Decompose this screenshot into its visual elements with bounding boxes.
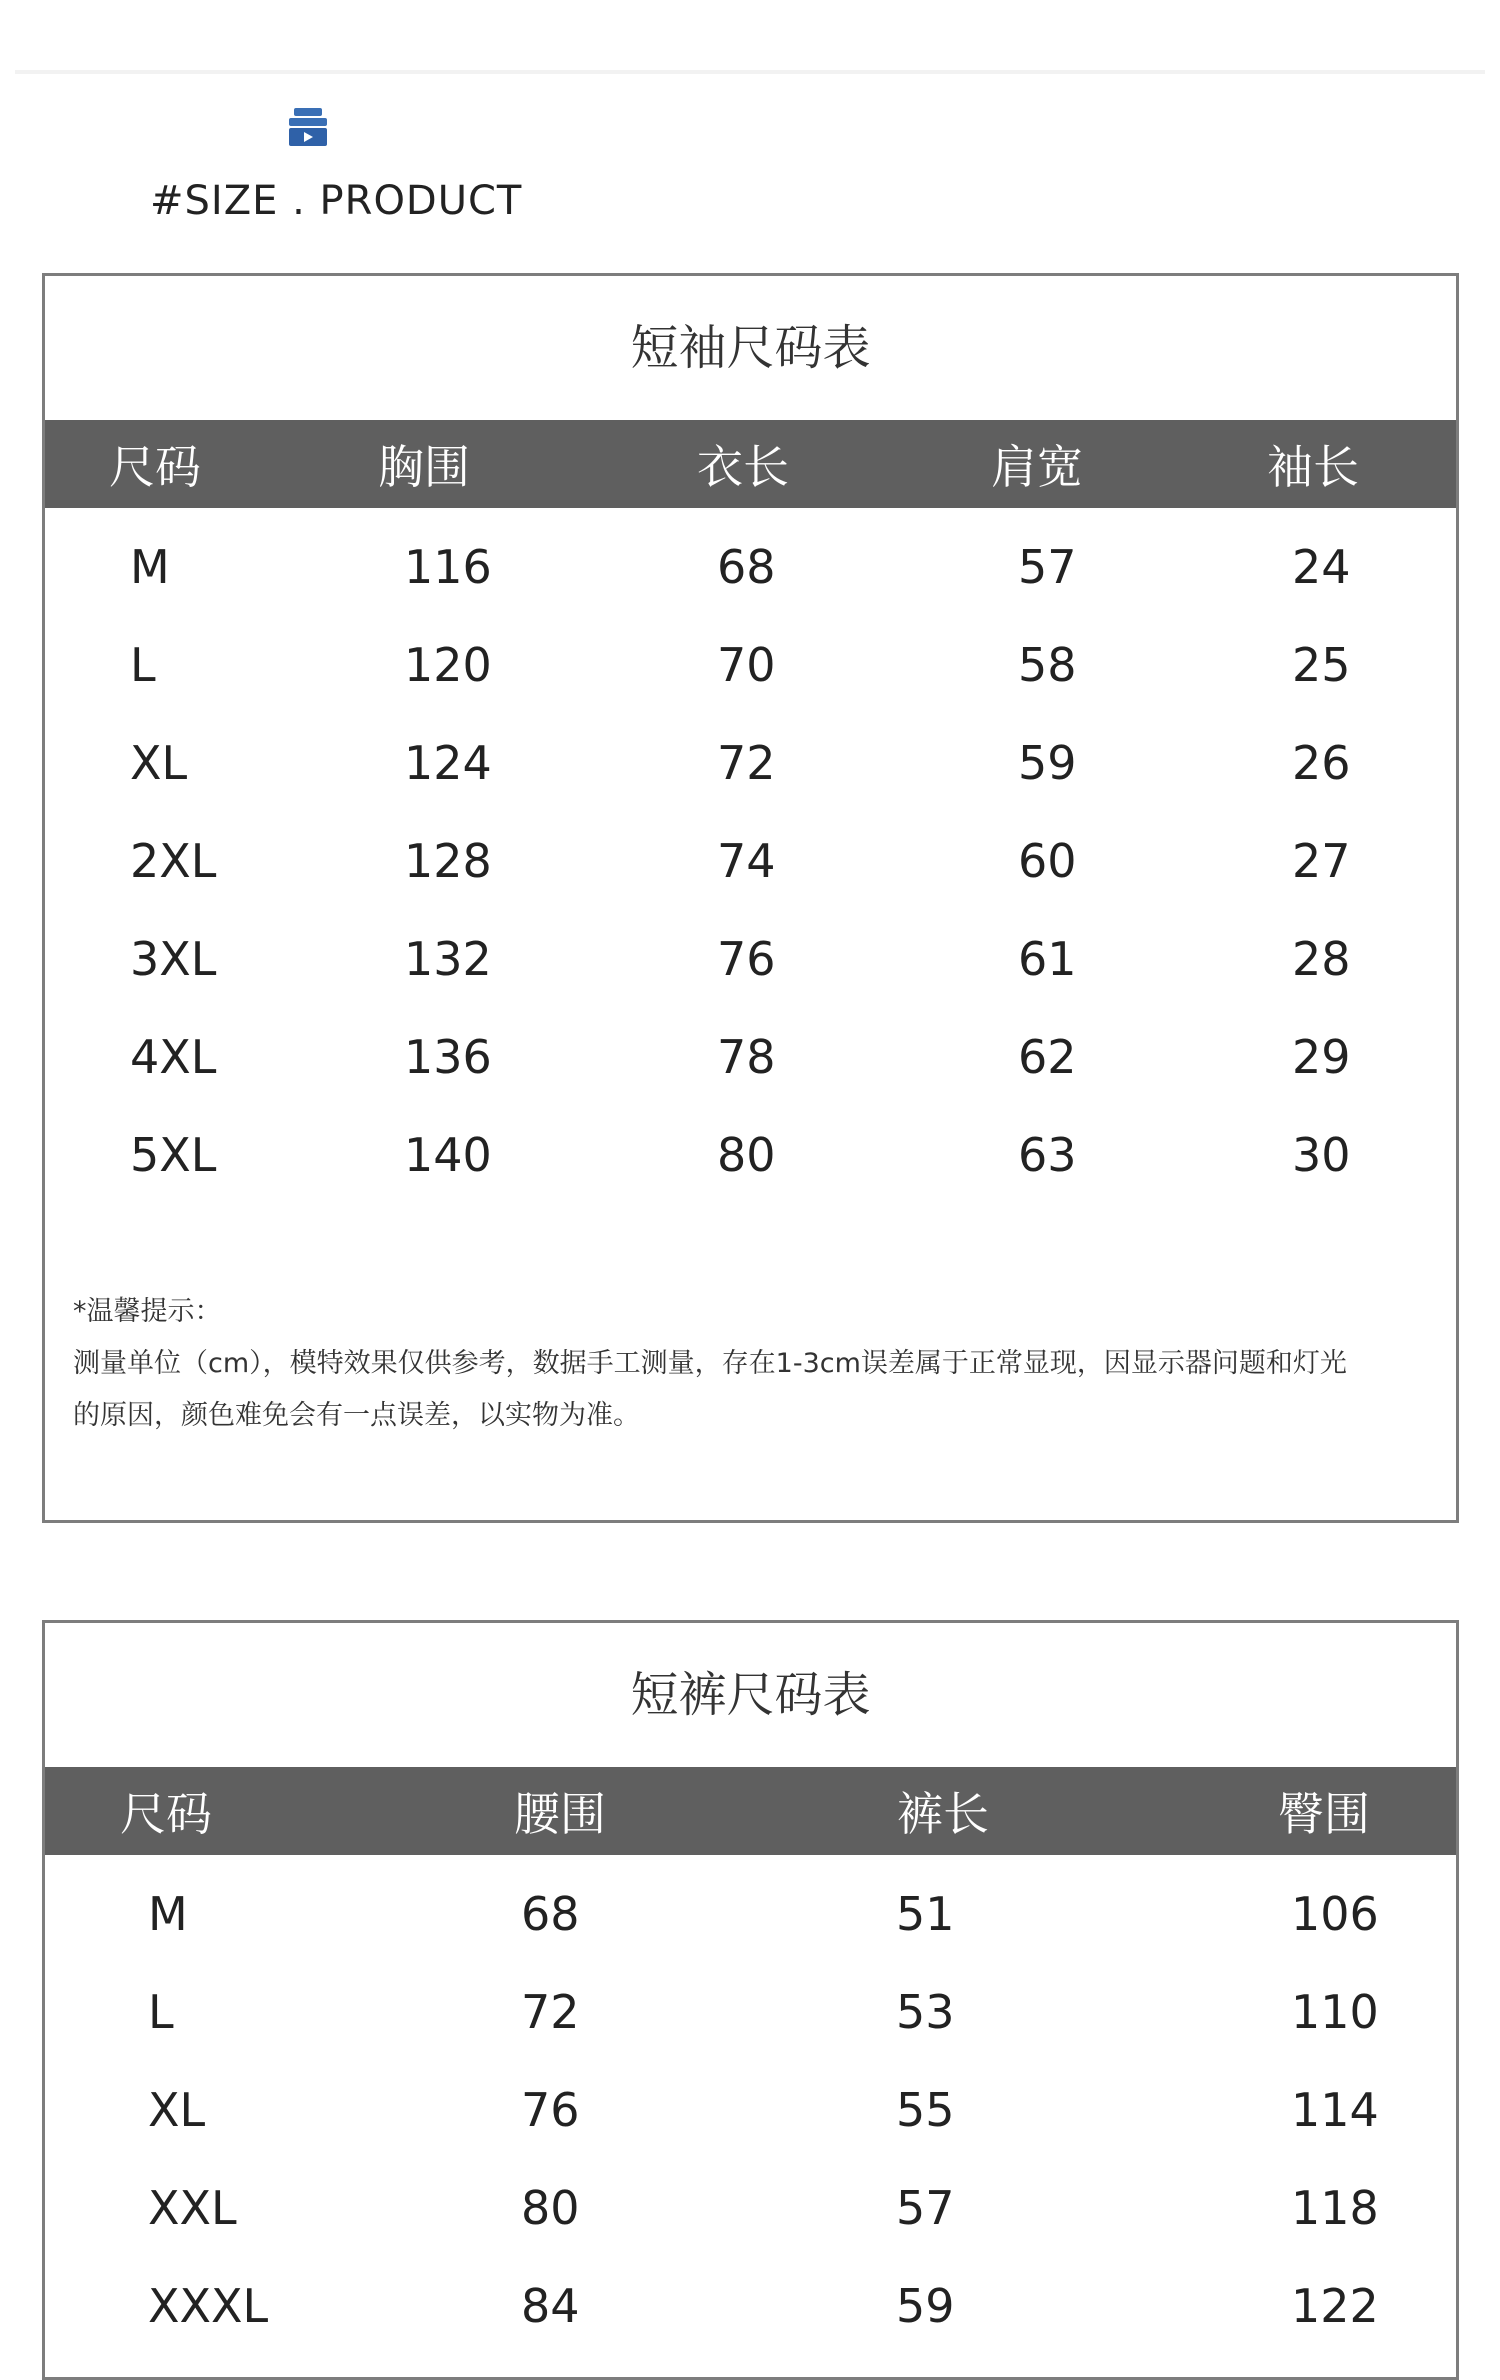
- column-header: 肩宽: [991, 440, 1083, 494]
- table-cell: 118: [1291, 2181, 1379, 2235]
- note-line-1: 测量单位（cm），模特效果仅供参考，数据手工测量，存在1-3cm误差属于正常显现，因显示器问题和灯光: [73, 1348, 1347, 1379]
- shorts-table-body: [45, 1855, 1456, 2355]
- column-header: 腰围: [514, 1787, 606, 1841]
- table-cell: 5XL: [130, 1128, 217, 1182]
- table-cell: 106: [1291, 1887, 1379, 1941]
- table-cell: 80: [521, 2181, 580, 2235]
- table-cell: 116: [404, 540, 492, 594]
- table-cell: 136: [404, 1030, 492, 1084]
- shirt-table-header: [45, 420, 1456, 508]
- column-header: 胸围: [378, 440, 470, 494]
- shorts-table-header: [45, 1767, 1456, 1855]
- table-row: [45, 1963, 1456, 2061]
- table-row: [45, 2257, 1456, 2355]
- column-header: 袖长: [1267, 440, 1359, 494]
- top-divider: [15, 70, 1485, 74]
- table-cell: 68: [521, 1887, 580, 1941]
- table-cell: 25: [1292, 638, 1351, 692]
- table-cell: 59: [896, 2279, 955, 2333]
- shorts-table-title: 短裤尺码表: [630, 1667, 871, 1723]
- table-cell: 2XL: [130, 834, 217, 888]
- table-cell: 3XL: [130, 932, 217, 986]
- shirt-size-chart: [42, 273, 1459, 1523]
- table-row: [45, 714, 1456, 812]
- note-title: *温馨提示：: [73, 1296, 222, 1327]
- column-header: 衣长: [697, 440, 789, 494]
- table-row: [45, 1008, 1456, 1106]
- table-cell: 78: [717, 1030, 776, 1084]
- table-cell: 128: [404, 834, 492, 888]
- table-cell: 58: [1018, 638, 1077, 692]
- table-row: [45, 1865, 1456, 1963]
- table-row: [45, 812, 1456, 910]
- table-cell: 76: [717, 932, 776, 986]
- table-cell: 57: [1018, 540, 1077, 594]
- table-row: [45, 910, 1456, 1008]
- table-cell: L: [148, 1985, 174, 2039]
- table-row: [45, 2061, 1456, 2159]
- table-cell: 63: [1018, 1128, 1077, 1182]
- table-cell: M: [130, 540, 170, 594]
- shirt-table-title: 短袖尺码表: [630, 320, 871, 376]
- table-cell: 62: [1018, 1030, 1077, 1084]
- table-cell: 27: [1292, 834, 1351, 888]
- table-row: [45, 1106, 1456, 1204]
- table-cell: 4XL: [130, 1030, 217, 1084]
- table-cell: XXL: [148, 2181, 237, 2235]
- column-header: 尺码: [109, 440, 201, 494]
- store-icon: [286, 106, 330, 148]
- table-cell: 72: [717, 736, 776, 790]
- page-heading: #SIZE . PRODUCT: [150, 178, 523, 224]
- table-cell: 26: [1292, 736, 1351, 790]
- table-cell: 60: [1018, 834, 1077, 888]
- table-cell: M: [148, 1887, 188, 1941]
- table-cell: 53: [896, 1985, 955, 2039]
- table-row: [45, 518, 1456, 616]
- table-cell: 28: [1292, 932, 1351, 986]
- table-cell: 68: [717, 540, 776, 594]
- table-cell: XL: [130, 736, 188, 790]
- table-cell: 61: [1018, 932, 1077, 986]
- table-cell: 70: [717, 638, 776, 692]
- table-cell: 57: [896, 2181, 955, 2235]
- table-cell: 29: [1292, 1030, 1351, 1084]
- table-cell: 55: [896, 2083, 955, 2137]
- note-line-2: 的原因，颜色难免会有一点误差，以实物为准。: [73, 1400, 640, 1431]
- table-cell: 140: [404, 1128, 492, 1182]
- table-cell: 132: [404, 932, 492, 986]
- table-cell: 80: [717, 1128, 776, 1182]
- table-cell: 72: [521, 1985, 580, 2039]
- table-cell: 114: [1291, 2083, 1379, 2137]
- shirt-table-body: [45, 508, 1456, 1204]
- column-header: 尺码: [120, 1787, 212, 1841]
- table-cell: 120: [404, 638, 492, 692]
- column-header: 臀围: [1278, 1787, 1370, 1841]
- table-cell: 74: [717, 834, 776, 888]
- table-cell: 24: [1292, 540, 1351, 594]
- table-cell: 30: [1292, 1128, 1351, 1182]
- column-header: 裤长: [897, 1787, 989, 1841]
- table-cell: L: [130, 638, 156, 692]
- table-row: [45, 2159, 1456, 2257]
- table-cell: 84: [521, 2279, 580, 2333]
- table-cell: 59: [1018, 736, 1077, 790]
- table-cell: XXXL: [148, 2279, 269, 2333]
- table-cell: 76: [521, 2083, 580, 2137]
- table-cell: 51: [896, 1887, 955, 1941]
- table-cell: XL: [148, 2083, 206, 2137]
- table-cell: 110: [1291, 1985, 1379, 2039]
- shorts-size-chart: [42, 1620, 1459, 2380]
- table-cell: 122: [1291, 2279, 1379, 2333]
- table-row: [45, 616, 1456, 714]
- table-cell: 124: [404, 736, 492, 790]
